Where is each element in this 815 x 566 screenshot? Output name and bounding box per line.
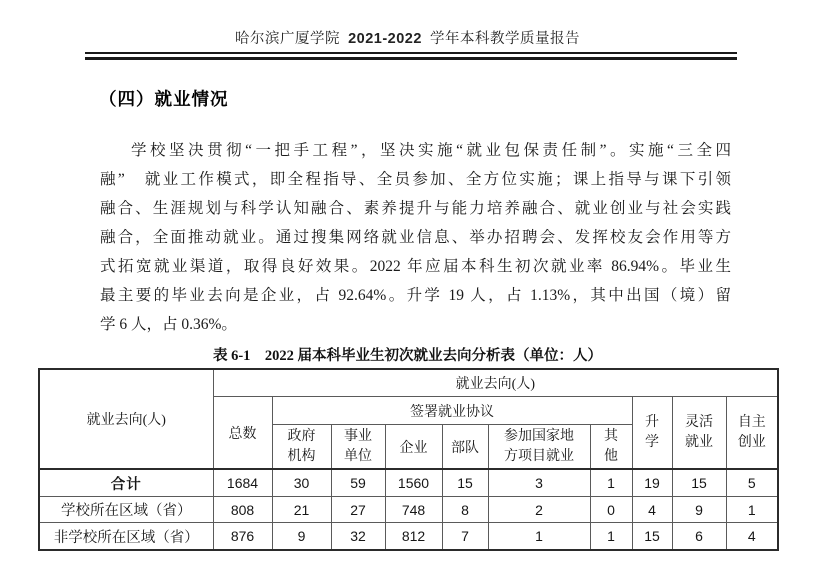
paragraph-line: 融合，全面推动就业。通过搜集网络就业信息、举办招聘会、发挥校友会作用等方 bbox=[100, 229, 731, 246]
row-label: 非学校所在区域（省） bbox=[39, 523, 213, 551]
paragraph-line: 式拓宽就业渠道，取得良好效果。2022 年应届本科生初次就业率 86.94%。毕业生 bbox=[100, 258, 731, 275]
cell-other: 0 bbox=[590, 497, 632, 523]
header-national-local-program: 参加国家地方项目就业 bbox=[488, 425, 590, 470]
running-head-suffix: 学年本科教学质量报告 bbox=[430, 31, 581, 47]
header-double-rule bbox=[85, 52, 737, 60]
cell-gov-agency: 21 bbox=[272, 497, 331, 523]
header-other: 其他 bbox=[590, 425, 632, 470]
cell-public-institution: 59 bbox=[331, 469, 385, 497]
table-caption: 表 6-1 2022 届本科毕业生初次就业去向分析表（单位：人） bbox=[212, 348, 603, 364]
cell-other: 1 bbox=[590, 523, 632, 551]
paragraph-line: 最主要的毕业去向是企业，占 92.64%。升学 19 人，占 1.13%，其中出国（境）留 bbox=[100, 287, 731, 304]
cell-gov-agency: 30 bbox=[272, 469, 331, 497]
paragraph-line: 学校坚决贯彻“一把手工程”，坚决实施“就业包保责任制”。实施“三全四 bbox=[131, 142, 731, 159]
cell-other: 1 bbox=[590, 469, 632, 497]
body-paragraph bbox=[100, 136, 731, 339]
cell-total: 808 bbox=[213, 497, 272, 523]
header-self-employment: 自主创业 bbox=[726, 397, 778, 470]
paragraph-line: 融” 就业工作模式，即全程指导、全员参加、全方位实施；课上指导与课下引领 bbox=[100, 171, 731, 188]
paragraph-line: 融合、生涯规划与科学认知融合、素养提升与能力培养融合、就业创业与社会实践 bbox=[100, 200, 731, 217]
header-enterprise: 企业 bbox=[385, 425, 442, 470]
cell-enterprise: 1560 bbox=[385, 469, 442, 497]
cell-self-employment: 5 bbox=[726, 469, 778, 497]
row-label: 合计 bbox=[39, 469, 213, 497]
header-further-study: 升学 bbox=[632, 397, 672, 470]
running-head-school: 哈尔滨广厦学院 bbox=[234, 31, 340, 47]
cell-army: 15 bbox=[442, 469, 488, 497]
section-title: （四）就业情况 bbox=[99, 89, 229, 109]
cell-national-local-program: 2 bbox=[488, 497, 590, 523]
row-label: 学校所在区域（省） bbox=[39, 497, 213, 523]
cell-national-local-program: 3 bbox=[488, 469, 590, 497]
paragraph-line: 学 6 人，占 0.36%。 bbox=[100, 316, 237, 333]
cell-total: 1684 bbox=[213, 469, 272, 497]
cell-army: 8 bbox=[442, 497, 488, 523]
header-agreement-group: 签署就业协议 bbox=[272, 397, 632, 425]
cell-enterprise: 748 bbox=[385, 497, 442, 523]
cell-public-institution: 27 bbox=[331, 497, 385, 523]
employment-destination-table bbox=[38, 368, 779, 551]
table-row-out-of-province bbox=[39, 523, 778, 551]
header-flexible-employment: 灵活就业 bbox=[672, 397, 726, 470]
cell-further-study: 15 bbox=[632, 523, 672, 551]
cell-army: 7 bbox=[442, 523, 488, 551]
cell-public-institution: 32 bbox=[331, 523, 385, 551]
table-row-total bbox=[39, 469, 778, 497]
cell-further-study: 19 bbox=[632, 469, 672, 497]
cell-flexible-employment: 6 bbox=[672, 523, 726, 551]
rule-line-bottom bbox=[85, 57, 737, 60]
header-row-group-label: 就业去向(人) bbox=[39, 369, 213, 469]
cell-further-study: 4 bbox=[632, 497, 672, 523]
running-head-years: 2021-2022 bbox=[348, 31, 422, 47]
header-gov-agency: 政府机构 bbox=[272, 425, 331, 470]
cell-self-employment: 1 bbox=[726, 497, 778, 523]
header-total: 总数 bbox=[213, 397, 272, 470]
header-army: 部队 bbox=[442, 425, 488, 470]
cell-national-local-program: 1 bbox=[488, 523, 590, 551]
header-public-institution: 事业单位 bbox=[331, 425, 385, 470]
running-head bbox=[0, 27, 815, 48]
cell-self-employment: 4 bbox=[726, 523, 778, 551]
cell-flexible-employment: 9 bbox=[672, 497, 726, 523]
table-row-in-province bbox=[39, 497, 778, 523]
cell-total: 876 bbox=[213, 523, 272, 551]
header-col-group-label: 就业去向(人) bbox=[213, 369, 778, 397]
cell-gov-agency: 9 bbox=[272, 523, 331, 551]
cell-enterprise: 812 bbox=[385, 523, 442, 551]
cell-flexible-employment: 15 bbox=[672, 469, 726, 497]
